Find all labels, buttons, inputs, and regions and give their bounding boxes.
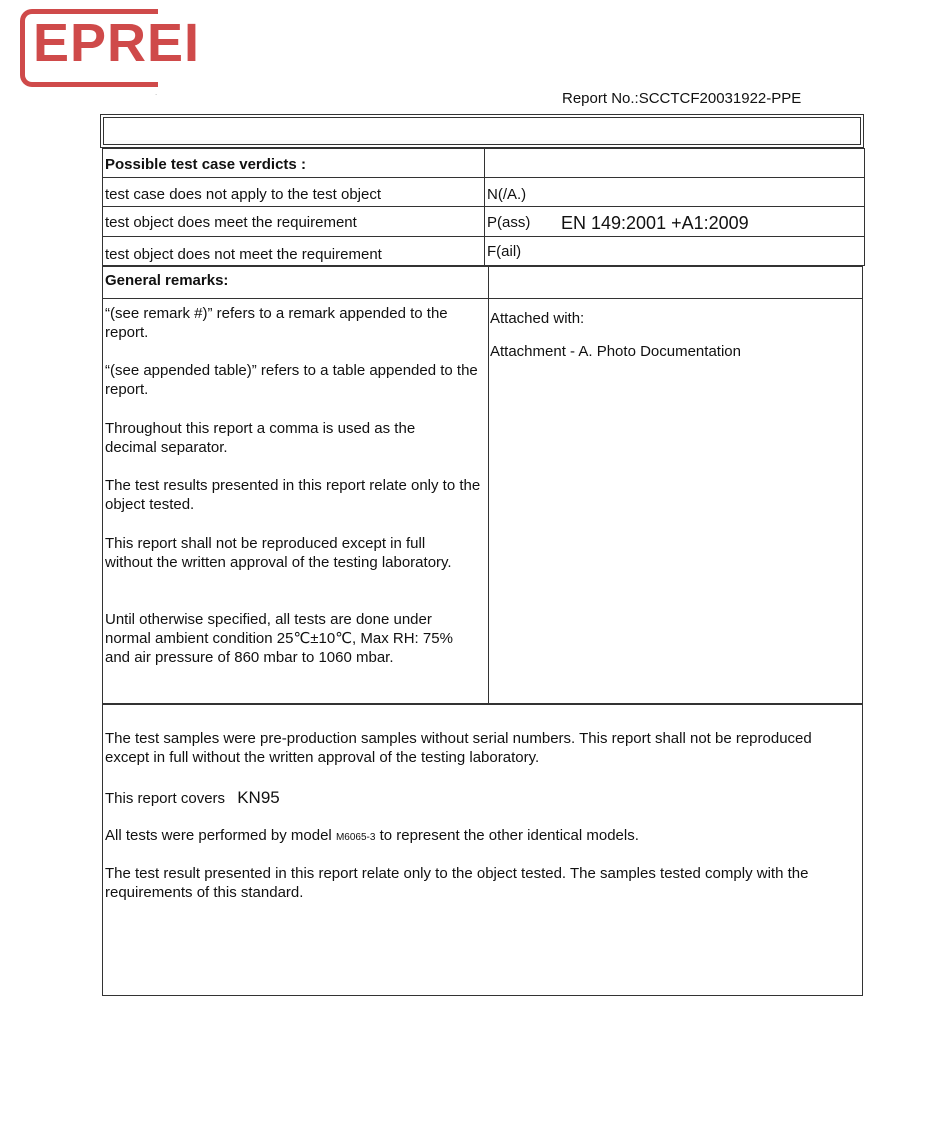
remark-paragraph: The test results presented in this report relate only to the object tested. (105, 477, 481, 513)
remark-paragraph: Until otherwise specified, all tests are done under normal ambient condition 25℃±10℃, Max RH: 75% and air pressure of 860 mbar to 1060 mbar. (105, 611, 453, 666)
covers-value: KN95 (237, 788, 280, 807)
title-box-inner (103, 117, 861, 145)
logo: EPREI (33, 13, 201, 73)
verdict-na-label: test case does not apply to the test object (105, 186, 382, 203)
model-suffix: to represent the other identical models. (379, 827, 639, 844)
model-prefix: All tests were performed by model (105, 827, 332, 844)
model-value: M6065-3 (335, 832, 376, 843)
verdict-fail-code: F(ail) (487, 243, 522, 260)
remarks-heading: General remarks: (105, 272, 229, 289)
remark-paragraph: “(see appended table)” refers to a table appended to the report. (105, 362, 478, 398)
logo-mark: . (155, 88, 158, 97)
attached-label: Attached with: (490, 310, 585, 327)
verdict-fail-label: test object does not meet the requirement (105, 246, 382, 263)
model-line (105, 826, 639, 847)
result-text: The test result presented in this report relate only to the object tested. The samples tested comply with the requirements of this standard. (105, 865, 809, 901)
covers-line (105, 788, 280, 808)
verdicts-heading: Possible test case verdicts : (105, 156, 306, 173)
verdict-pass-label: test object does meet the requirement (105, 214, 357, 231)
attachment-item: Attachment - A. Photo Documentation (490, 343, 741, 360)
standard-label: EN 149:2001 +A1:2009 (561, 213, 749, 233)
remark-paragraph: Throughout this report a comma is used as the decimal separator. (105, 420, 416, 456)
verdict-pass-code: P(ass) (487, 214, 531, 231)
verdict-na-code: N(/A.) (487, 186, 527, 203)
report-number: Report No.:SCCTCF20031922-PPE (562, 90, 802, 107)
covers-prefix: This report covers (105, 790, 226, 807)
samples-text: The test samples were pre-production samples without serial numbers. This report shall not be reproduced except in full without the written approval of the testing laboratory. (105, 730, 812, 766)
remark-paragraph: “(see remark #)” refers to a remark appended to the report. (105, 305, 448, 341)
remark-paragraph: This report shall not be reproduced except in full without the written approval of the testing laboratory. (105, 535, 452, 571)
